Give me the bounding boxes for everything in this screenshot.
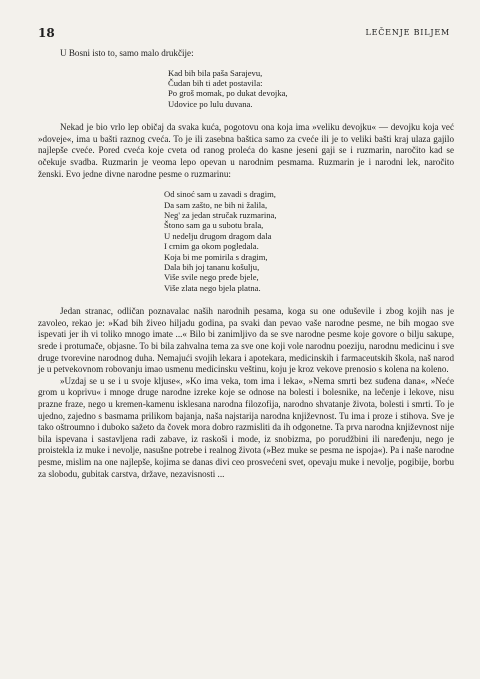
poem-line: Po groš momak, po dukat devojka, [168, 88, 288, 99]
poem-line: Dala bih joj tananu košulju, [164, 262, 260, 273]
paragraph-proverbs: »Uzdaj se u se i u svoje kljuse«, »Ko ima veka, tom ima i leka«, »Nema smrti bez suđena dana«, »Neće grom u koprivu« i mnoge druge narodne izreke koje se odnose na bolesti i bolesnike, na lečenje i lekove, nisu prazne fraze, nego u kremen-kamenu isklesana narodna filozofija, narodno shvatanje života, bolesti i smrti. To je ujedno, zajedno s basmama prilikom bajanja, naša najstarija narodna književnost. Tu ima i proze i stihova. Sve je tako oštroumno i duboko sažeto da čovek mora dobro razmisliti da ih odgonetne. Ta prva narodna književnost nije bila ispevana i sastavljena radi zabave, iz raskoši i mode, iz snobizma, po porudžbini ili naređenju, nego je proistekla iz muke i nevolje, nasušne potrebe i realnog života (»Bez muke se pesma ne ispoja«). Pa i naše narodne pesme, mislim na one najlepše, kojima se danas divi ceo prosvećeni svet, opevaju muke i nevolje, pogibije, borbu za slobodu, gubitak carstva, države, nezavisnosti ... [38, 375, 454, 479]
paragraph-rosemary: Nekad je bio vrlo lep običaj da svaka kuća, pogotovu ona koja ima »veliku devojku« — devojku koja već »doveje«, ima u bašti raznog cveća. To je ili zasebna baštica samo za cveće ili je to veliki bašti kraj ulaza gajilo najlepše cveće. Pored cveća koje cveta od ranog proleća do kasne jeseni gaji se i ruzmarin, naročito kad se očekuje svadba. Ruzmarin je veoma lepo opevan u narodnim pesmama. Ruzmarin je i narodni lek, naročito ženski. Evo jedne divne narodne pesme o ruzmarinu: [38, 122, 454, 179]
poem-line: Udovice po lulu duvana. [168, 98, 253, 109]
poem-line: Kad bih bila paša Sarajevu, [168, 67, 263, 78]
poem-bosnian [168, 68, 454, 110]
poem-line: Čudan bih ti adet postavila: [168, 78, 263, 88]
poem-rosemary [164, 189, 454, 293]
poem-line: Koja bi me pomirila s dragim, [164, 251, 268, 262]
poem-line: Više svile nego pređe bjele, [164, 272, 259, 283]
poem-line: Neg' za jedan stručak ruzmarina, [164, 210, 277, 220]
poem-line: I crnim ga okom pogledala. [164, 241, 259, 252]
poem-line: Od sinoć sam u zavadi s dragim, [164, 189, 276, 200]
running-head: LEČENJE BILJEM [365, 28, 450, 37]
paragraph-foreigner: Jedan stranac, odličan poznavalac naših narodnih pesama, koga su one oduševile i zbog kojih nas je zavoleo, rekao je: »Kad bih živeo hiljadu godina, pa svaki dan pevao vaše narodne pesme, ne bih mogao sve ispevati jer ih vi toliko mnogo imate ...« Bilo bi zanimljivo da se sve narodne pesme koje govore o bilju sakupe, srede i protumače, objasne. To bi bila zahvalna tema za sve one koji vole narodnu poeziju, narodnu medicinu i sve druge tvorevine narodnog duha. Nemajući svojih lekara i apotekara, medicinskih i farmaceutskih škola, naš narod je u petvekovnom robovanju imao usmenu medicinsku veštinu, koju je kroz vekove prenosio s kolena na koleno. [38, 306, 454, 375]
intro-paragraph: U Bosni isto to, samo malo drukčije: [60, 48, 194, 58]
page-header [38, 26, 450, 40]
page-body [38, 48, 454, 480]
poem-line: U nedelju drugom dragom dala [164, 230, 272, 241]
poem-line: Da sam zašto, ne bih ni žalila, [164, 199, 268, 210]
poem-line: Više zlata nego bjela platna. [164, 282, 261, 293]
poem-line: Štono sam ga u subotu brala, [164, 220, 264, 231]
page-number: 18 [38, 26, 55, 40]
